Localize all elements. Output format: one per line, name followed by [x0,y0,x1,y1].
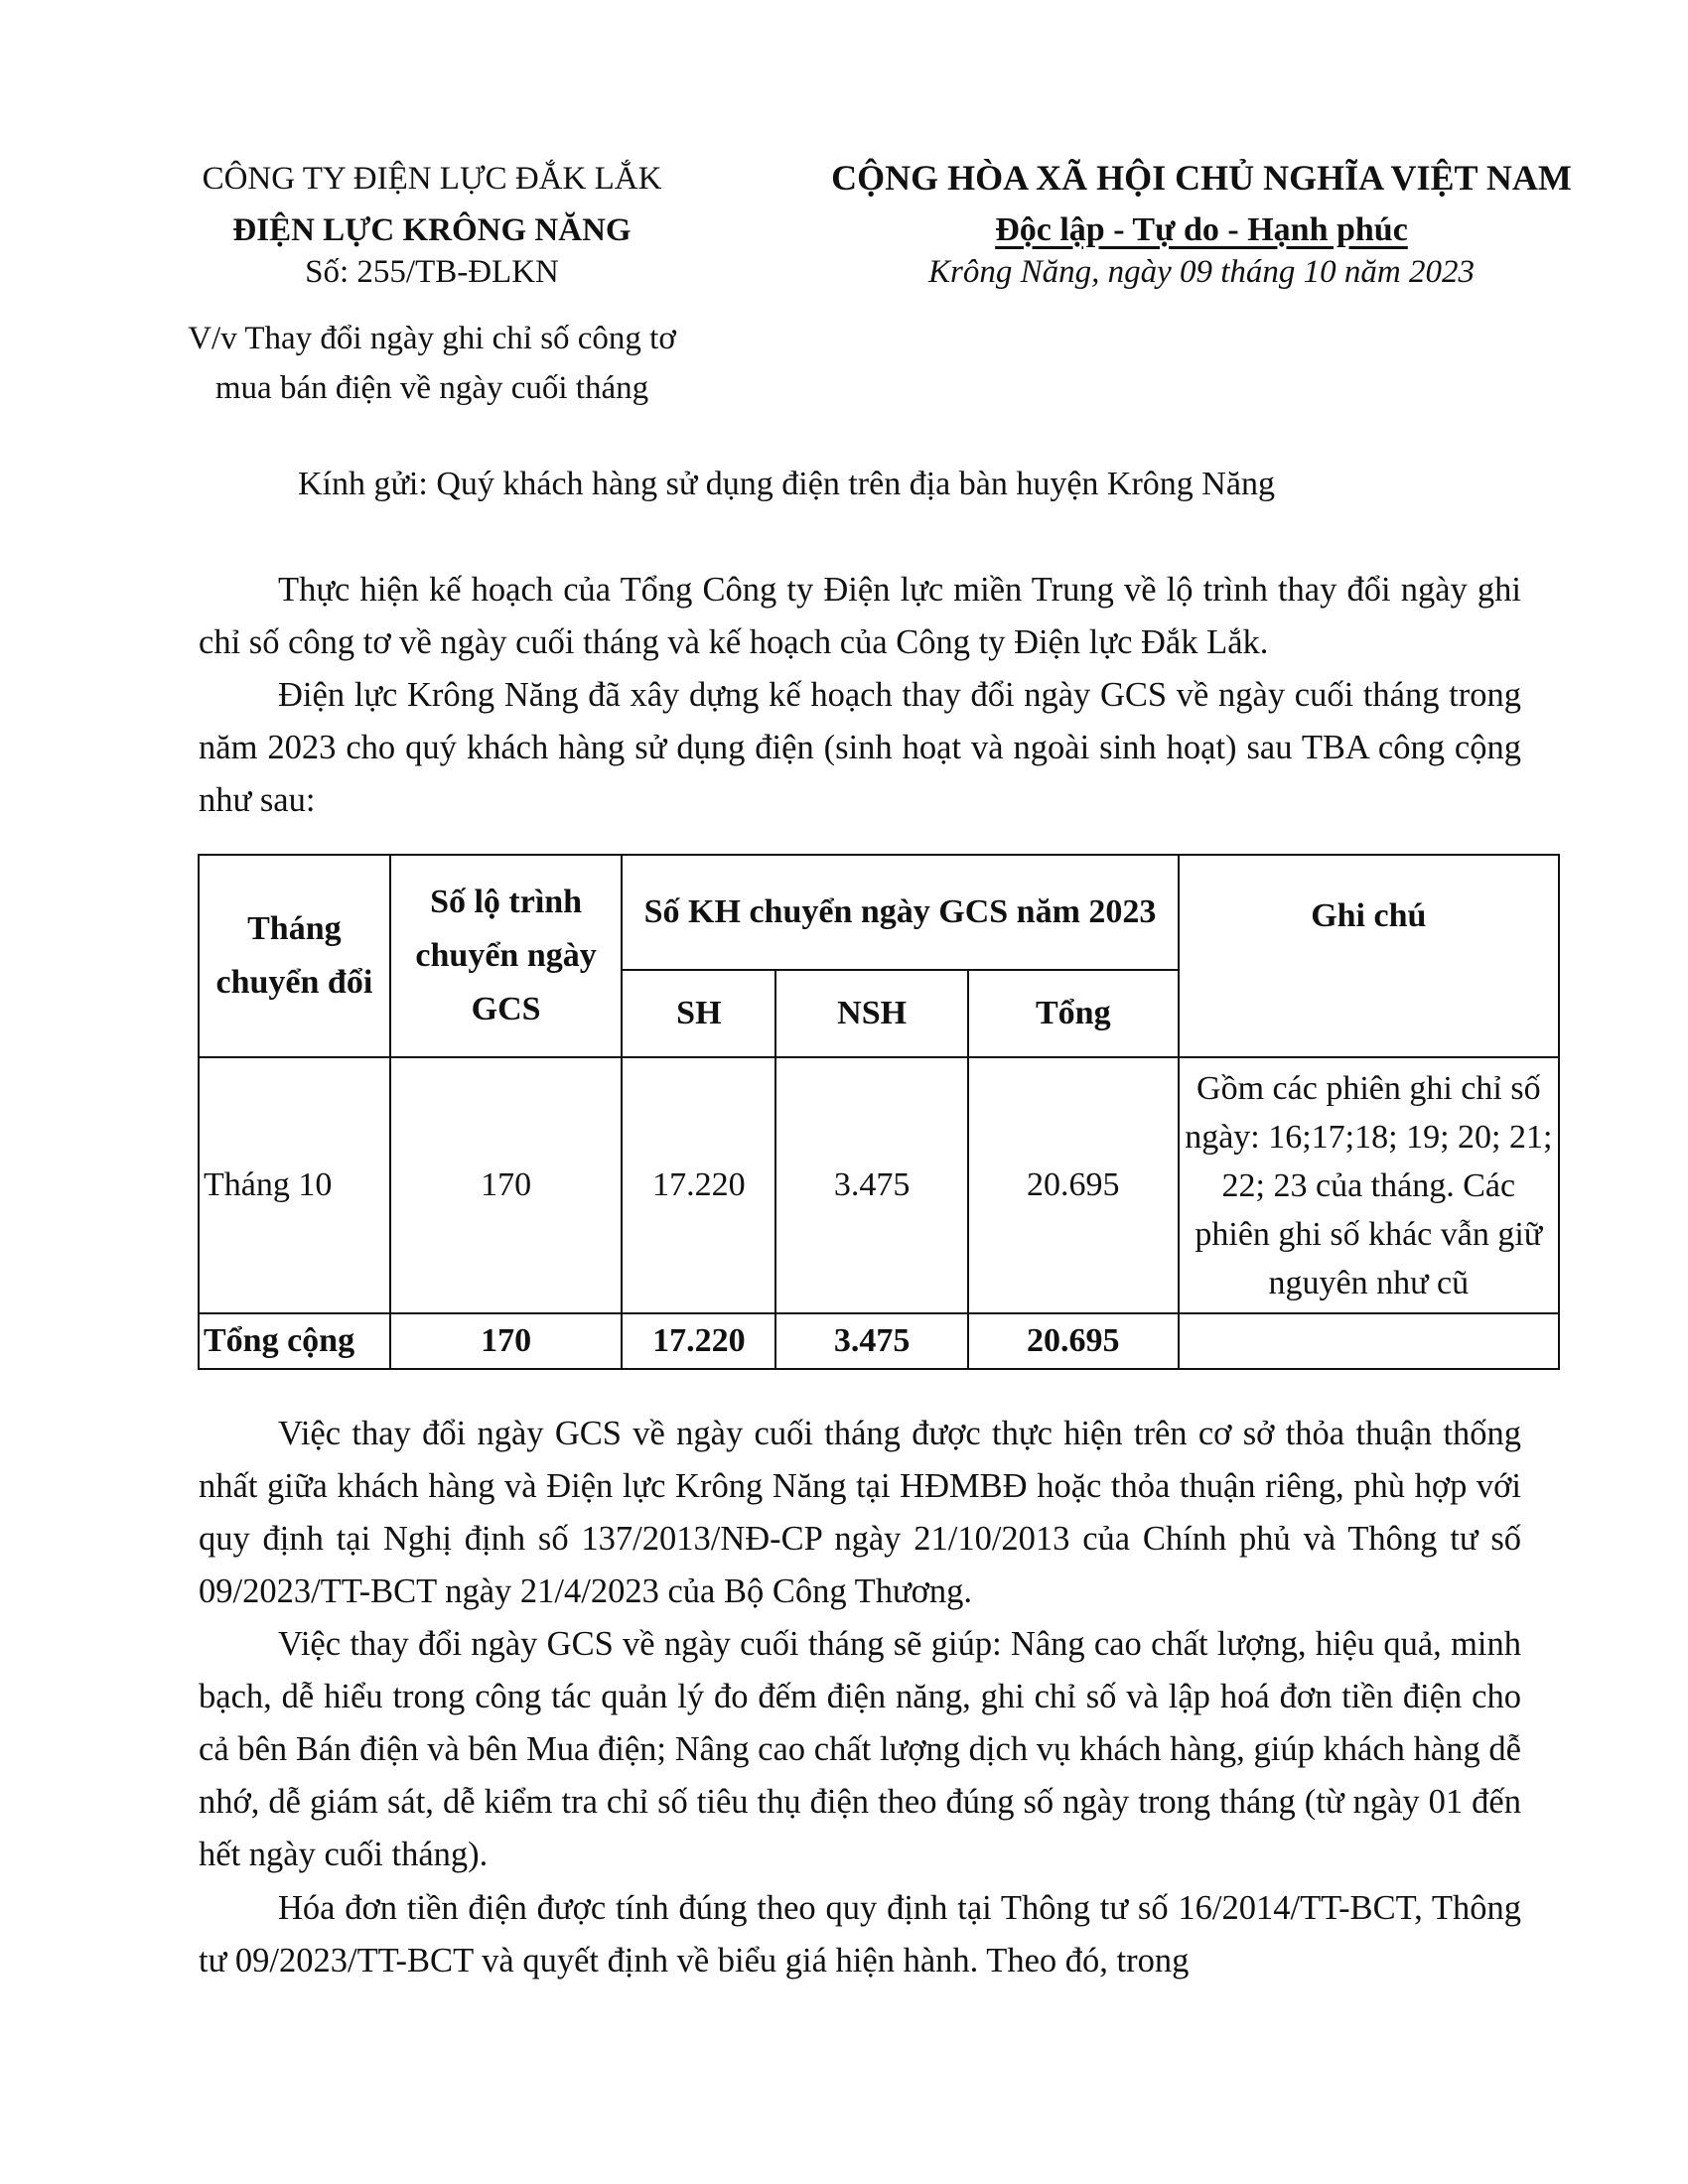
paragraph-legal-basis: Việc thay đổi ngày GCS về ngày cuối tháng được thực hiện trên cơ sở thỏa thuận thống nhất giữa khách hàng và Điện lực Krông Năng tại HĐMBĐ hoặc thỏa thuận riêng, phù hợp với quy định tại Nghị định số 137/2013/NĐ-CP ngày 21/10/2013 của Chính phủ và Thông tư số 09/2023/TT-BCT ngày 21/4/2023 của Bộ Công Thương. [199,1415,1521,1610]
total-routes: 170 [390,1313,623,1369]
paragraph-plan: Điện lực Krông Năng đã xây dựng kế hoạch thay đổi ngày GCS về ngày cuối tháng trong năm 2023 cho quý khách hàng sử dụng điện (sinh hoạt và ngoài sinh hoạt) sau TBA công cộng như sau: [199,676,1521,819]
company-name: CÔNG TY ĐIỆN LỰC ĐẮK LẮK [202,161,662,197]
header-nsh: NSH [775,970,968,1057]
paragraph-billing: Hóa đơn tiền điện được tính đúng theo quy định tại Thông tư số 16/2014/TT-BCT, Thông tư 09/2023/TT-BCT và quyết định về biểu giá hiện hành. Theo đó, trong [199,1889,1521,1979]
total-nsh: 3.475 [775,1313,968,1369]
cell-routes: 170 [390,1057,623,1313]
table-total-row [199,1313,1559,1369]
cell-sh: 17.220 [622,1057,775,1313]
subject-line-2: mua bán điện về ngày cuối tháng [214,370,649,406]
place-and-date: Krông Năng, ngày 09 tháng 10 năm 2023 [927,254,1475,290]
document-number: Số: 255/TB-ĐLKN [305,254,559,290]
total-sh: 17.220 [622,1313,775,1369]
header-customer-group: Số KH chuyển ngày GCS năm 2023 [622,855,1178,970]
cell-month: Tháng 10 [199,1057,390,1313]
header-month: Tháng chuyển đổi [199,855,390,1057]
motto-text: Độc lập - Tự do - Hạnh phúc [995,211,1408,248]
total-total: 20.695 [968,1313,1179,1369]
total-note [1179,1313,1559,1369]
header-routes: Số lộ trình chuyển ngày GCS [390,855,623,1057]
cell-total: 20.695 [968,1057,1179,1313]
header-note: Ghi chú [1179,855,1559,1057]
total-label: Tổng cộng [199,1313,390,1369]
paragraph-intro: Thực hiện kế hoạch của Tổng Công ty Điện lực miền Trung về lộ trình thay đổi ngày ghi chỉ số công tơ về ngày cuối tháng và kế hoạch của Công ty Điện lực Đắk Lắk. [199,571,1521,661]
header-sh: SH [622,970,775,1057]
branch-name: ĐIỆN LỰC KRÔNG NĂNG [232,212,632,248]
table-row [199,1057,1559,1313]
national-title: CỘNG HÒA XÃ HỘI CHỦ NGHĨA VIỆT NAM [831,158,1572,198]
document-subject [169,314,695,413]
cell-note: Gồm các phiên ghi chỉ số ngày: 16;17;18; 19; 20; 21; 22; 23 của tháng. Các phiên ghi số khác vẫn giữ nguyên như cũ [1179,1057,1559,1313]
table-header-row [199,855,1559,970]
cell-nsh: 3.475 [775,1057,968,1313]
gcs-schedule-table [198,854,1560,1370]
subject-line-1: V/v Thay đổi ngày ghi chỉ số công tơ [188,321,676,356]
paragraph-benefits: Việc thay đổi ngày GCS về ngày cuối tháng sẽ giúp: Nâng cao chất lượng, hiệu quả, minh bạch, dễ hiểu trong công tác quản lý đo đếm điện năng, ghi chỉ số và lập hoá đơn tiền điện cho cả bên Bán điện và bên Mua điện; Nâng cao chất lượng dịch vụ khách hàng, giúp khách hàng dễ nhớ, dễ giám sát, dễ kiểm tra chỉ số tiêu thụ điện theo đúng số ngày trong tháng (từ ngày 01 đến hết ngày cuối tháng). [199,1625,1521,1873]
header-total: Tổng [968,970,1179,1057]
salutation: Kính gửi: Quý khách hàng sử dụng điện trên địa bàn huyện Krông Năng [298,466,1275,502]
national-motto [695,208,1688,252]
